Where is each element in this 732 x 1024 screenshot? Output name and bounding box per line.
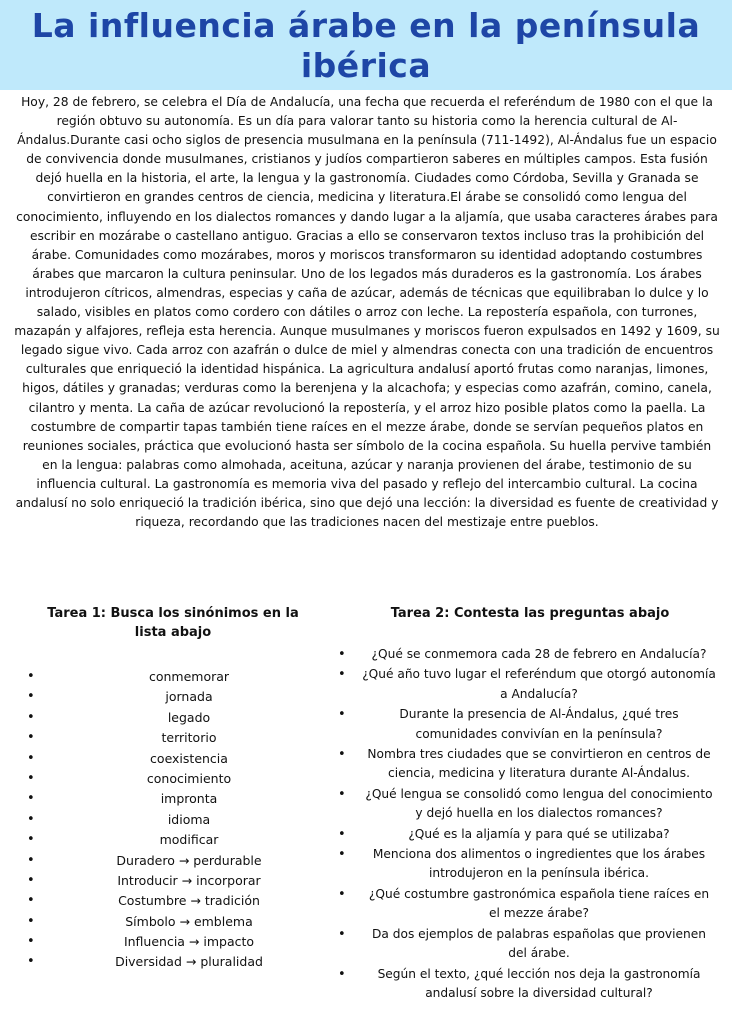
page-title: La influencia árabe en la península ibérica xyxy=(31,6,701,85)
list-item: • coexistencia xyxy=(24,749,334,769)
question-item: • Según el texto, ¿qué lección nos deja la gastronomía andalusí sobre la diversidad cultural? xyxy=(338,965,722,1004)
list-item: • modificar xyxy=(24,830,334,850)
task2-section xyxy=(338,604,722,1004)
list-item: • conocimiento xyxy=(24,769,334,789)
article-body: Hoy, 28 de febrero, se celebra el Día de Andalucía, una fecha que recuerda el referéndum de 1980 con el que la región obtuvo su autonomía. Es un día para valorar tanto su historia como la herencia cultural de Al-Ándalus.Durante casi ocho siglos de presencia musulmana en la península (711-1492), Al-Ándalus fue un espacio de convivencia donde musulmanes, cristianos y judíos compartieron saberes en múltiples campos. Esta fusión dejó huella en la historia, el arte, la lengua y la gastronomía. Ciudades como Córdoba, Sevilla y Granada se convirtieron en grandes centros de ciencia, medicina y literatura.El árabe se consolidó como lengua del conocimiento, influyendo en los dialectos romances y dando lugar a la aljamía, que usaba caracteres árabes para escribir en mozárabe o castellano antiguo. Gracias a ello se conservaron textos incluso tras la prohibición del árabe. Comunidades como mozárabes, moros y moriscos transformaron su identidad adoptando costumbres árabes que marcaron la cultura peninsular. Uno de los legados más duraderos es la gastronomía. Los árabes introdujeron cítricos, almendras, especias y caña de azúcar, además de técnicas que equilibraban lo dulce y lo salado, visibles en platos como cordero con dátiles o arroz con leche. La repostería española, con turrones, mazapán y alfajores, refleja esta herencia. Aunque musulmanes y moriscos fueron expulsados en 1492 y 1609, su legado sigue vivo. Cada arroz con azafrán o dulce de miel y almendras conecta con una tradición de encuentros culturales que enriqueció la identidad hispánica. La agricultura andalusí aportó frutas como naranjas, limones, higos, dátiles y granadas; verduras como la berenjena y la alcachofa; y especias como azafrán, comino, canela, cilantro y menta. La caña de azúcar revolucionó la repostería, y el arroz hizo posible platos como la paella. La costumbre de compartir tapas también tiene raíces en el mezze árabe, donde se servían pequeños platos en reuniones sociales, práctica que evolucionó hasta ser símbolo de la cocina española. Su huella pervive también en la lengua: palabras como almohada, aceituna, azúcar y naranja provienen del árabe, testimonio de su influencia cultural. La gastronomía es memoria viva del pasado y reflejo del intercambio cultural. La cocina andalusí no solo enriqueció la tradición ibérica, sino que dejó una lección: la diversidad es fuente de creatividad y riqueza, recordando que las tradiciones nacen del mestizaje entre pueblos. xyxy=(14,95,720,530)
list-item: • jornada xyxy=(24,687,334,707)
question-item: • Da dos ejemplos de palabras españolas que provienen del árabe. xyxy=(338,925,722,964)
task2-title: Tarea 2: Contesta las preguntas abajo xyxy=(390,606,670,621)
list-item: • Influencia → impacto xyxy=(24,932,334,952)
task1-section xyxy=(24,604,334,973)
question-item: • ¿Qué es la aljamía y para qué se utilizaba? xyxy=(338,825,722,844)
list-item: • Duradero → perdurable xyxy=(24,851,334,871)
list-item: • idioma xyxy=(24,810,334,830)
list-item: • impronta xyxy=(24,789,334,809)
list-item: • territorio xyxy=(24,728,334,748)
list-item: • Costumbre → tradición xyxy=(24,891,334,911)
list-item: • legado xyxy=(24,708,334,728)
list-item: • Diversidad → pluralidad xyxy=(24,952,334,972)
list-item: • Símbolo → emblema xyxy=(24,912,334,932)
question-item: • ¿Qué costumbre gastronómica española tiene raíces en el mezze árabe? xyxy=(338,885,722,924)
question-item: • ¿Qué lengua se consolidó como lengua del conocimiento y dejó huella en los dialectos romances? xyxy=(338,785,722,824)
question-list xyxy=(338,645,722,1003)
task1-title: Tarea 1: Busca los sinónimos en la lista abajo xyxy=(47,606,299,640)
question-item: • ¿Qué año tuvo lugar el referéndum que otorgó autonomía a Andalucía? xyxy=(338,665,722,704)
question-item: • Durante la presencia de Al-Ándalus, ¿qué tres comunidades convivían en la península? xyxy=(338,705,722,744)
synonym-list xyxy=(24,667,334,973)
question-item: • ¿Qué se conmemora cada 28 de febrero en Andalucía? xyxy=(338,645,722,664)
list-item: • Introducir → incorporar xyxy=(24,871,334,891)
list-item: • conmemorar xyxy=(24,667,334,687)
question-item: • Menciona dos alimentos o ingredientes que los árabes introdujeron en la península ibérica. xyxy=(338,845,722,884)
question-item: • Nombra tres ciudades que se convirtieron en centros de ciencia, medicina y literatura durante Al-Ándalus. xyxy=(338,745,722,784)
